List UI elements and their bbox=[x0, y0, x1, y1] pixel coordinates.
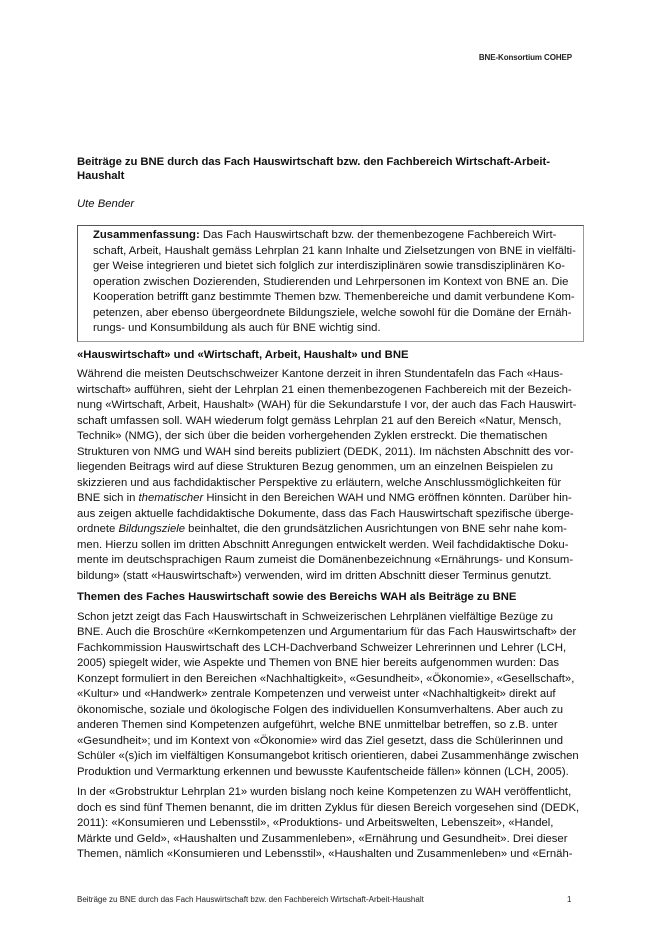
text-line: nung «Wirtschaft, Arbeit, Haushalt» (WAH) für die Sekundarstufe I vor, der auch das Fach Hauswirt- bbox=[77, 399, 577, 411]
text-line: Themen, nämlich «Konsumieren und Lebensstil», «Haushalten und Zusammenleben» und «Ernäh- bbox=[77, 848, 573, 860]
footer-title: Beiträge zu BNE durch das Fach Hauswirtschaft bzw. den Fachbereich Wirtschaft-Arbeit-Haushalt bbox=[77, 895, 424, 904]
text-line: «Kultur» und «Handwerk» zentrale Kompetenzen und verweist unter «Nachhaltigkeit» direkt auf bbox=[77, 688, 556, 700]
text-line: mente im deutschsprachigen Raum zumeist die Domänenbezeichnung «Ernährungs- und Konsum- bbox=[77, 554, 574, 566]
body-paragraph bbox=[77, 367, 587, 584]
text-line: Technik» (NMG), der sich über die beiden vorhergehenden Zyklen erstreckt. Die thematischen bbox=[77, 430, 548, 442]
title-line: Haushalt bbox=[77, 170, 125, 182]
body-paragraph bbox=[77, 610, 587, 781]
text-line: Schon jetzt zeigt das Fach Hauswirtschaft in Schweizerischen Lehrplänen vielfältige Bezüge zu bbox=[77, 610, 553, 623]
text-line: Schüler «(s)ich im vielfältigen Konsumangebot kritisch orientieren, dabei Zusammenhänge zwischen bbox=[77, 750, 579, 762]
title-line: Beiträge zu BNE durch das Fach Hauswirtschaft bzw. den Fachbereich Wirtschaft-Arbeit- bbox=[77, 156, 550, 168]
text-line: wirtschaft» aufführen, sieht der Lehrplan 21 einen themenbezogenen Fachbereich mit der Bezeich- bbox=[77, 383, 572, 396]
text-line: aus zeigen aktuelle fachdidaktische Dokumente, dass das Fach Hauswirtschaft spezifische überge- bbox=[77, 507, 574, 520]
abstract-line: schaft, Arbeit, Haushalt gemäss Lehrplan 21 kann Inhalte und Zielsetzungen von BNE in vielfälti- bbox=[93, 244, 576, 257]
text-line: Während die meisten Deutschschweizer Kantone derzeit in ihren Stundentafeln das Fach «Haus- bbox=[77, 368, 564, 380]
abstract-line: Kooperation betrifft ganz bestimmte Themen bzw. Themenbereiche und damit verbundene Kom- bbox=[93, 291, 575, 303]
text-line: BNE sich in thematischer Hinsicht in den Bereichen WAH und NMG eröffnen könnten. Darüber hin- bbox=[77, 492, 572, 504]
text-line: 2005) spiegelt wider, wie Aspekte und Themen von BNE hier bereits aufgenommen wurden: Das bbox=[77, 657, 560, 669]
text-line: 2011): «Konsumieren und Lebensstil», «Produktions- und Arbeitswelten, Lebenszeit», «Handel, bbox=[77, 817, 554, 829]
text-line: anderen Themen sind Kompetenzen aufgeführt, welche BNE unmittelbar betreffen, so z.B. unter bbox=[77, 719, 558, 731]
text-line: Fachkommission Hauswirtschaft des LCH-Dachverband Schweizer Lehrerinnen und Lehrer (LCH, bbox=[77, 641, 567, 654]
text-line: ökonomische, soziale und ökologische Folgen des individuellen Konsumverhaltens. Aber auch zu bbox=[77, 703, 564, 716]
text-line: BNE. Auch die Broschüre «Kernkompetenzen und Argumentarium für das Fach Hauswirtschaft» der bbox=[77, 626, 577, 638]
text-line: Märkte und Geld», «Haushalten und Zusammenleben», «Ernährung und Gesundheit». Drei dieser bbox=[77, 832, 568, 845]
text-line: liegenden Beitrags wird auf diese Strukturen Bezug genommen, um an einzelnen Beispielen zu bbox=[77, 461, 554, 473]
page-number: 1 bbox=[567, 895, 572, 904]
text-line: skizzieren und aus fachdidaktischer Perspektive zu erläutern, welche Anschlussmöglichkeiten für bbox=[77, 476, 562, 489]
article-body bbox=[77, 155, 587, 868]
emphasis-text: Bildungsziele bbox=[118, 523, 186, 535]
abstract-line: operation zwischen Dozierenden, Studierenden und Lehrpersonen im Kontext von BNE an. Die bbox=[93, 275, 569, 288]
article-title bbox=[77, 155, 587, 183]
text-line: In der «Grobstruktur Lehrplan 21» wurden bislang noch keine Kompetenzen zu WAH veröffentlicht, bbox=[77, 786, 572, 798]
abstract-box bbox=[77, 225, 584, 342]
text-line: Produktion und Vermarktung erkennen und bewusste Kaufentscheide fällen» können (LCH, 2005). bbox=[77, 765, 569, 778]
section-heading: «Hauswirtschaft» und «Wirtschaft, Arbeit, Haushalt» und BNE bbox=[77, 348, 409, 361]
abstract-line: rungs- und Konsumbildung als auch für BNE wichtig sind. bbox=[93, 322, 381, 334]
text-line: men. Hierzu sollen im dritten Abschnitt Anregungen entwickelt werden. Weil fachdidaktische Doku- bbox=[77, 538, 569, 551]
abstract-first-line bbox=[93, 228, 573, 244]
text-line: doch es sind fünf Themen benannt, die im dritten Zyklus für diesen Bereich vorgesehen sind (DEDK, bbox=[77, 801, 580, 814]
running-header: BNE-Konsortium COHEP bbox=[478, 53, 572, 62]
abstract-line: Das Fach Hauswirtschaft bzw. der themenbezogene Fachbereich Wirt- bbox=[199, 229, 557, 241]
section-heading: Themen des Faches Hauswirtschaft sowie des Bereichs WAH als Beiträge zu BNE bbox=[77, 591, 517, 603]
abstract-lead: Zusammenfassung: bbox=[93, 229, 200, 241]
emphasis-text: thematischer bbox=[138, 492, 204, 504]
text-line: Konzept formuliert in den Bereichen «Nachhaltigkeit», «Gesundheit», «Ökonomie», «Gesellschaft», bbox=[77, 672, 575, 685]
sections-container bbox=[77, 348, 587, 863]
text-line: «Gesundheit»; und im Kontext von «Ökonomie» wird das Ziel gesetzt, dass die Schülerinnen und bbox=[77, 734, 564, 747]
abstract-line: petenzen, aber ebenso übergeordnete Bildungsziele, welche sowohl für die Domäne der Ernäh- bbox=[93, 306, 572, 319]
text-line: ordnete Bildungsziele beinhaltet, die den grundsätzlichen Ausrichtungen von BNE sehr nahe kom- bbox=[77, 523, 567, 535]
text-line: bildung» (statt «Hauswirtschaft») verwenden, wird im dritten Abschnitt dieser Terminus genutzt. bbox=[77, 569, 552, 582]
author-name: Ute Bender bbox=[77, 198, 135, 210]
body-paragraph bbox=[77, 785, 587, 863]
abstract-line: ger Weise integrieren und bietet sich folglich zur interdisziplinären sowie transdisziplinären Ko- bbox=[93, 260, 565, 272]
text-line: Strukturen von NMG und WAH sind bereits publiziert (DEDK, 2011). Im nächsten Abschnitt des vor- bbox=[77, 445, 574, 458]
text-line: schaft umfassen soll. WAH wiederum folgt gemäss Lehrplan 21 auf den Bereich «Natur, Mensch, bbox=[77, 414, 562, 427]
